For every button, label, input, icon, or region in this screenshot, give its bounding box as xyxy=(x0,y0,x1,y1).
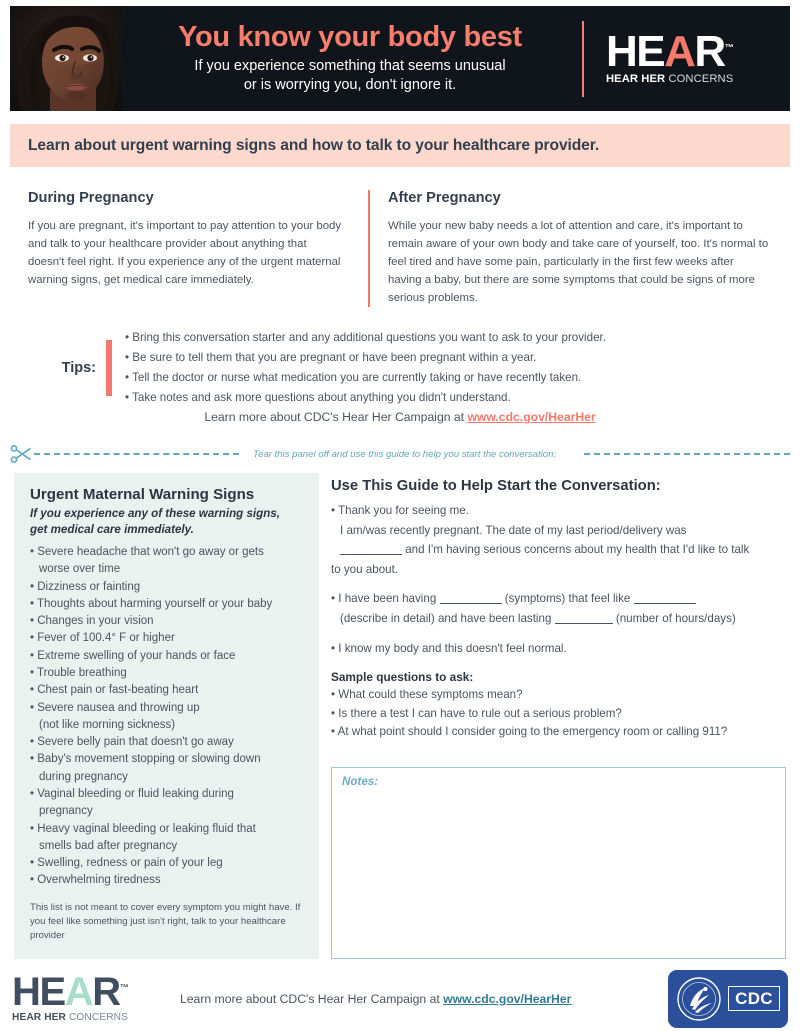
footer-text-prefix: Learn more about CDC's Hear Her Campaign at xyxy=(180,991,444,1006)
list-item: • Bring this conversation starter and any additional questions you want to ask to your provider. xyxy=(125,328,606,348)
header-subtitle-line-2: or is worrying you, don't ignore it. xyxy=(243,77,457,94)
tear-dash-left xyxy=(34,453,239,455)
guide-item-2-text-a: I have been having xyxy=(338,592,437,606)
fill-blank-symptoms[interactable] xyxy=(440,603,502,604)
hear-tagline-light: CONCERNS xyxy=(668,73,734,86)
learn-more-top-prefix: Learn more about CDC's Hear Her Campaign at xyxy=(204,410,468,424)
urgent-warning-signs-panel xyxy=(14,473,319,959)
hear-logo-accent: A xyxy=(664,26,695,76)
footer-tagline-bold: HEAR HER xyxy=(12,1011,69,1023)
list-item: • Vaginal bleeding or fluid leaking during xyxy=(30,786,303,803)
pregnancy-columns xyxy=(28,190,772,307)
guide-item-2-text-d: (number of hours/days) xyxy=(615,612,736,626)
guide-item-1-line-4: to you about. xyxy=(331,562,399,576)
list-item: • Tell the doctor or nurse what medication you are currently taking or have recently taken. xyxy=(125,368,606,388)
column-divider xyxy=(368,190,370,307)
learn-more-top xyxy=(0,410,800,424)
conversation-guide-panel xyxy=(331,478,786,741)
footer-hear-logo-post: R xyxy=(92,970,120,1015)
list-item-continuation: smells bad after pregnancy xyxy=(39,839,178,852)
scissors-icon xyxy=(10,445,32,463)
during-pregnancy-body: If you are pregnant, it's important to pay attention to your body and talk to your healthcare provider about anything that doesn't feel right. If you experience any of the urgent maternal warning signs, get medical care immediately. xyxy=(28,220,342,287)
hear-logo-post: R xyxy=(694,26,725,76)
guide-item-1-line-3 xyxy=(331,541,786,559)
warning-panel-subtitle xyxy=(30,506,303,537)
warning-subtitle-line-2: get medical care immediately. xyxy=(30,522,194,536)
after-pregnancy-body: While your new baby needs a lot of attention and care, it's important to remain aware of your own body and take care of yourself, too. It's normal to feel tired and have some pain, particularly in the first few weeks after having a baby, but there are some symptoms that could be signs of more serious problems. xyxy=(388,220,769,305)
list-item: • Swelling, redness or pain of your leg xyxy=(30,855,303,872)
tear-dash-right xyxy=(584,453,790,455)
list-item: • At what point should I consider going to the emergency room or calling 911? xyxy=(331,723,786,741)
tips-label: Tips: xyxy=(61,359,96,376)
after-pregnancy-column xyxy=(388,190,770,307)
info-banner-text: Learn about urgent warning signs and how to talk to your healthcare provider. xyxy=(28,136,600,154)
list-item: • What could these symptoms mean? xyxy=(331,686,786,704)
warning-signs-list xyxy=(30,544,303,889)
hear-her-logo xyxy=(584,26,790,86)
list-item-continuation: pregnancy xyxy=(39,805,93,818)
list-item: • Overwhelming tiredness xyxy=(30,872,303,889)
header-text-block xyxy=(122,22,582,96)
cdc-label: CDC xyxy=(728,986,780,1011)
footer-hear-her-logo xyxy=(0,970,176,1023)
guide-body xyxy=(331,502,786,657)
fill-blank-date[interactable] xyxy=(340,554,402,555)
hear-logo-pre: HE xyxy=(606,26,665,76)
notes-label: Notes: xyxy=(342,775,379,788)
fill-blank-feels-like[interactable] xyxy=(634,603,696,604)
list-item: • Trouble breathing xyxy=(30,665,303,682)
list-item: • Severe nausea and throwing up xyxy=(30,700,303,717)
guide-title: Use This Guide to Help Start the Conversation: xyxy=(331,478,661,494)
guide-item-2-text-c: (describe in detail) and have been lasting xyxy=(340,612,552,626)
list-item: • Severe belly pain that doesn't go away xyxy=(30,734,303,751)
warning-subtitle-line-1: If you experience any of these warning signs, xyxy=(30,507,280,520)
footer-hear-logo-pre: HE xyxy=(12,970,65,1015)
info-banner xyxy=(10,124,790,167)
list-item: • Heavy vaginal bleeding or leaking fluid that xyxy=(30,821,303,838)
footer-hear-wordmark xyxy=(12,970,176,1015)
during-pregnancy-heading: During Pregnancy xyxy=(28,190,154,206)
guide-item-1: • Thank you for seeing me. xyxy=(331,502,786,520)
hhs-seal-icon xyxy=(676,976,722,1022)
hear-wordmark xyxy=(606,26,734,76)
guide-item-2-text-b: (symptoms) that feel like xyxy=(504,592,631,606)
header-banner xyxy=(10,6,790,111)
tips-list xyxy=(112,328,606,408)
warning-panel-disclaimer: This list is not meant to cover every symptom you might have. If you feel like something just isn't right, talk to your healthcare provider xyxy=(30,902,301,941)
sample-questions-heading: Sample questions to ask: xyxy=(331,670,474,685)
cdc-logo xyxy=(668,970,788,1028)
list-item: • Chest pain or fast-beating heart xyxy=(30,682,303,699)
hearher-link-footer[interactable]: www.cdc.gov/HearHer xyxy=(443,991,572,1006)
list-item-continuation: during pregnancy xyxy=(39,770,128,783)
list-item: • Be sure to tell them that you are pregnant or have been pregnant within a year. xyxy=(125,348,606,368)
spacer xyxy=(331,630,786,640)
tips-section xyxy=(50,328,750,408)
list-item: • Changes in your vision xyxy=(30,613,303,630)
list-item: • Thoughts about harming yourself or your baby xyxy=(30,596,303,613)
fill-blank-duration[interactable] xyxy=(555,623,613,624)
hear-tagline-bold: HEAR HER xyxy=(606,73,669,86)
tear-line xyxy=(10,443,790,465)
warning-panel-title: Urgent Maternal Warning Signs xyxy=(30,486,255,503)
sample-questions-list xyxy=(331,686,786,741)
footer-hear-logo-accent: A xyxy=(64,970,93,1015)
page-title: You know your body best xyxy=(178,20,522,53)
during-pregnancy-column xyxy=(28,190,368,307)
after-pregnancy-heading: After Pregnancy xyxy=(388,190,501,206)
list-item: • Severe headache that won't go away or gets xyxy=(30,544,303,561)
tear-instruction-text: Tear this panel off and use this guide to help you start the conversation: xyxy=(253,448,557,460)
footer-learn-more xyxy=(176,992,668,1006)
list-item-continuation: worse over time xyxy=(39,563,121,576)
list-item-continuation: (not like morning sickness) xyxy=(39,718,176,731)
footer-tagline-light: CONCERNS xyxy=(68,1011,129,1023)
list-item: • Dizziness or fainting xyxy=(30,579,303,596)
guide-item-3: • I know my body and this doesn't feel normal. xyxy=(331,640,786,658)
header-subtitle-line-1: If you experience something that seems unusual xyxy=(194,58,506,75)
list-item: • Is there a test I can have to rule out a serious problem? xyxy=(331,705,786,723)
footer xyxy=(0,966,800,1031)
list-item: • Baby's movement stopping or slowing down xyxy=(30,751,303,768)
guide-item-2-line-2 xyxy=(331,610,786,628)
list-item: • Take notes and ask more questions about anything you didn't understand. xyxy=(125,388,606,408)
hearher-link-top[interactable]: www.cdc.gov/HearHer xyxy=(467,410,596,424)
trademark-symbol: ™ xyxy=(724,42,734,53)
footer-trademark-symbol: ™ xyxy=(119,982,129,993)
guide-item-1-line-2: I am/was recently pregnant. The date of my last period/delivery was xyxy=(340,523,687,537)
header-photo xyxy=(10,6,122,111)
list-item: • Fever of 100.4° F or higher xyxy=(30,630,303,647)
footer-hear-logo-tagline xyxy=(12,1012,176,1023)
notes-box[interactable] xyxy=(331,767,786,959)
guide-item-1-line-3-text: and I'm having serious concerns about my health that I'd like to talk xyxy=(405,543,750,557)
guide-item-2 xyxy=(331,590,786,608)
list-item: • Extreme swelling of your hands or face xyxy=(30,648,303,665)
spacer xyxy=(331,580,786,590)
